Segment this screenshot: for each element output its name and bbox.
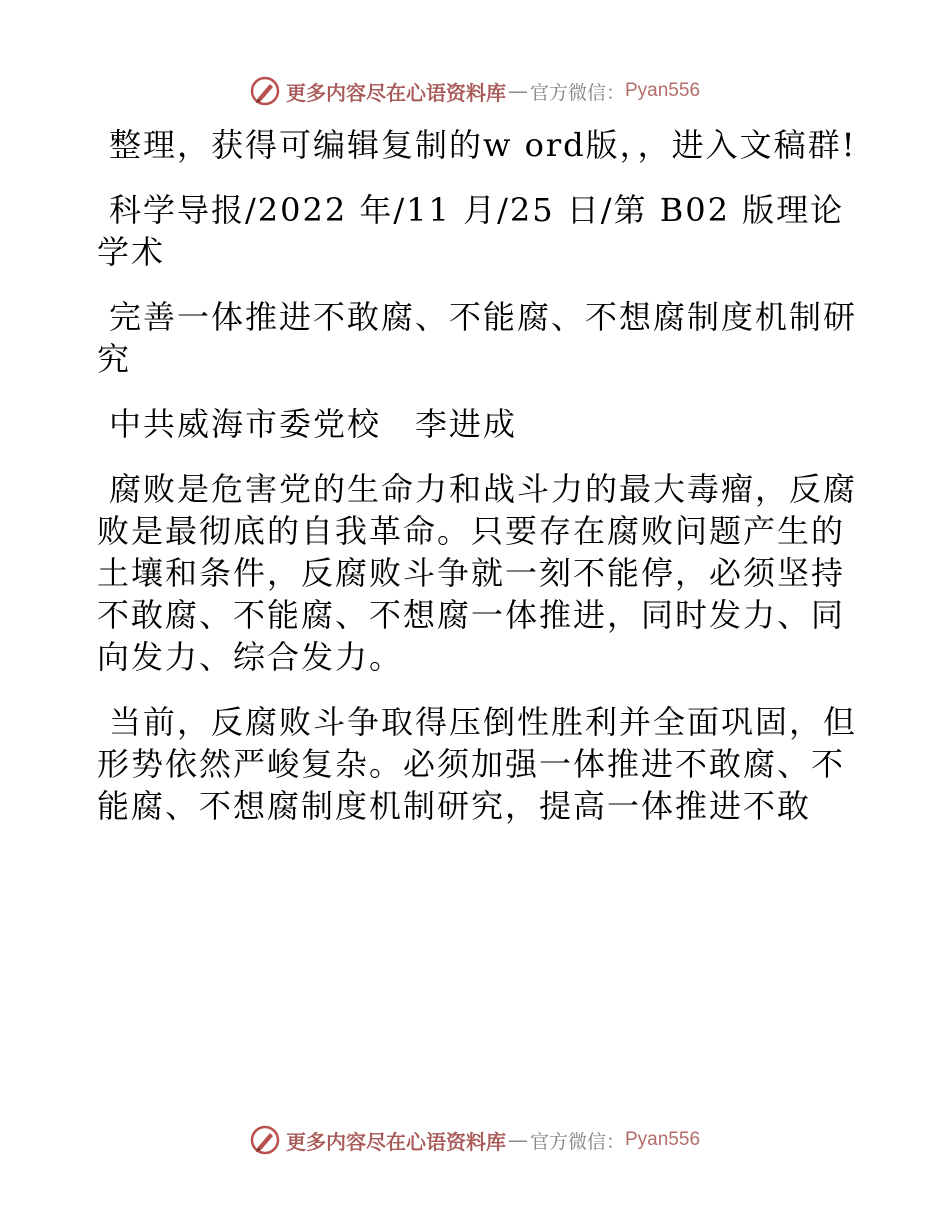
intro-notice: 整理，获得可编辑复制的w ord版，，进入文稿群! <box>109 126 857 164</box>
author-line: 中共威海市委党校 李进成 <box>109 405 518 443</box>
footer-banner <box>0 1120 950 1160</box>
footer-official-label: 官方微信： <box>529 1130 625 1153</box>
footer-brand-text: 更多内容尽在心语资料库 <box>285 1129 506 1154</box>
body-paragraph: 当前，反腐败斗争取得压倒性胜利并全面巩固，但形势依然严峻复杂。必须加强一体推进不敢腐、不能腐、不想腐制度机制研究，提高一体推进不敢 <box>97 703 858 825</box>
pen-logo-icon <box>250 76 280 106</box>
footer-wechat-id: Pyan556 <box>625 1129 701 1150</box>
header-brand-text: 更多内容尽在心语资料库 <box>285 80 506 105</box>
source-line: 科学导报/2022 年/11 月/25 日/第 B02 版理论学术 <box>97 191 845 271</box>
document-body <box>97 124 857 850</box>
article-title: 完善一体推进不敢腐、不能腐、不想腐制度机制研究 <box>97 298 858 378</box>
header-official-label: 官方微信： <box>529 81 625 104</box>
header-wechat-id: Pyan556 <box>625 80 701 101</box>
header-banner <box>0 71 950 111</box>
body-paragraph: 腐败是危害党的生命力和战斗力的最大毒瘤，反腐败是最彻底的自我革命。只要存在腐败问题产生的土壤和条件，反腐败斗争就一刻不能停，必须坚持不敢腐、不能腐、不想腐一体推进，同时发力、同向发力、综合发力。 <box>97 470 858 676</box>
header-separator: — <box>507 79 528 103</box>
footer-separator: — <box>507 1128 528 1152</box>
pen-logo-icon <box>250 1125 280 1155</box>
